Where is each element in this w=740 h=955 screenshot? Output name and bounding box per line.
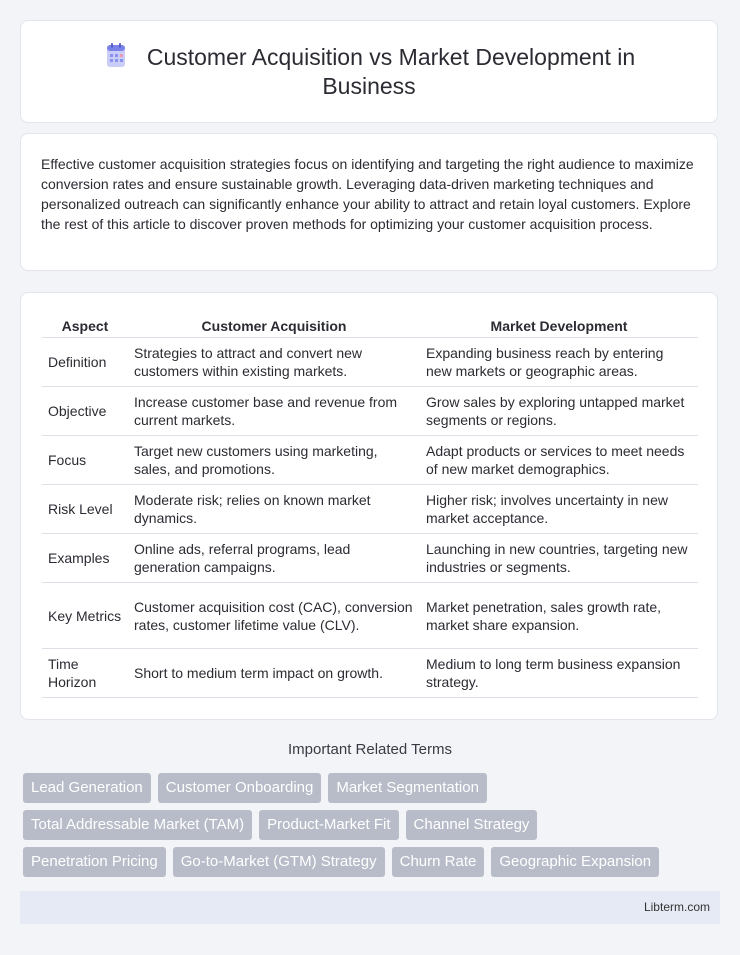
row-aspect: Objective [42,387,128,436]
row-aspect: Definition [42,338,128,387]
page-title-text: Customer Acquisition vs Market Development in Business [146,44,636,99]
table-header-row [42,315,698,338]
tag-row [23,847,723,877]
table-row [42,436,698,485]
header-market-development: Market Development [420,315,698,338]
row-aspect: Focus [42,436,128,485]
tag-lead-generation[interactable]: Lead Generation [23,773,151,803]
document-icon [103,43,129,69]
row-market-development: Expanding business reach by entering new markets or geographic areas. [420,338,698,387]
tag-row [23,773,723,803]
table-row [42,338,698,387]
row-customer-acquisition: Strategies to attract and convert new customers within existing markets. [128,338,420,387]
related-terms-list [23,773,723,884]
row-market-development: Launching in new countries, targeting new industries or segments. [420,534,698,583]
intro-paragraph: Effective customer acquisition strategies focus on identifying and targeting the right audience to maximize conversion rates and ensure sustainable growth. Leveraging data-driven marketing techniques and personalized outreach can significantly enhance your ability to attract and retain loyal customers. Explore the rest of this article to discover proven methods for optimizing your customer acquisition process. [41,156,694,232]
tag-channel-strategy[interactable]: Channel Strategy [406,810,538,840]
header-customer-acquisition: Customer Acquisition [128,315,420,338]
related-terms-heading: Important Related Terms [288,741,452,758]
table-row [42,583,698,649]
tag-product-market-fit[interactable]: Product-Market Fit [259,810,398,840]
tag-churn-rate[interactable]: Churn Rate [392,847,485,877]
tag-row [23,810,723,840]
tag-penetration-pricing[interactable]: Penetration Pricing [23,847,166,877]
row-market-development: Higher risk; involves uncertainty in new market acceptance. [420,485,698,534]
footer [20,891,720,924]
row-market-development: Market penetration, sales growth rate, market share expansion. [420,583,698,649]
footer-site-link[interactable]: Libterm.com [643,900,710,914]
tag-total-addressable-market[interactable]: Total Addressable Market (TAM) [23,810,252,840]
row-aspect: Time Horizon [42,649,128,698]
row-customer-acquisition: Online ads, referral programs, lead generation campaigns. [128,534,420,583]
title-card [20,20,718,123]
table-row [42,387,698,436]
row-customer-acquisition: Customer acquisition cost (CAC), conversion rates, customer lifetime value (CLV). [128,583,420,649]
table-row [42,649,698,698]
tag-geographic-expansion[interactable]: Geographic Expansion [491,847,659,877]
row-customer-acquisition: Target new customers using marketing, sales, and promotions. [128,436,420,485]
row-aspect: Key Metrics [42,583,128,649]
tag-customer-onboarding[interactable]: Customer Onboarding [158,773,322,803]
row-aspect: Risk Level [42,485,128,534]
row-aspect: Examples [42,534,128,583]
tag-go-to-market-strategy[interactable]: Go-to-Market (GTM) Strategy [173,847,385,877]
tag-market-segmentation[interactable]: Market Segmentation [328,773,487,803]
comparison-table [42,315,698,698]
intro-card [20,133,718,271]
row-customer-acquisition: Short to medium term impact on growth. [128,649,420,698]
comparison-card [20,292,718,720]
row-market-development: Grow sales by exploring untapped market segments or regions. [420,387,698,436]
page-title [81,43,657,101]
row-customer-acquisition: Increase customer base and revenue from current markets. [128,387,420,436]
row-market-development: Adapt products or services to meet needs of new market demographics. [420,436,698,485]
row-customer-acquisition: Moderate risk; relies on known market dynamics. [128,485,420,534]
header-aspect: Aspect [42,315,128,338]
table-row [42,534,698,583]
table-row [42,485,698,534]
row-market-development: Medium to long term business expansion strategy. [420,649,698,698]
